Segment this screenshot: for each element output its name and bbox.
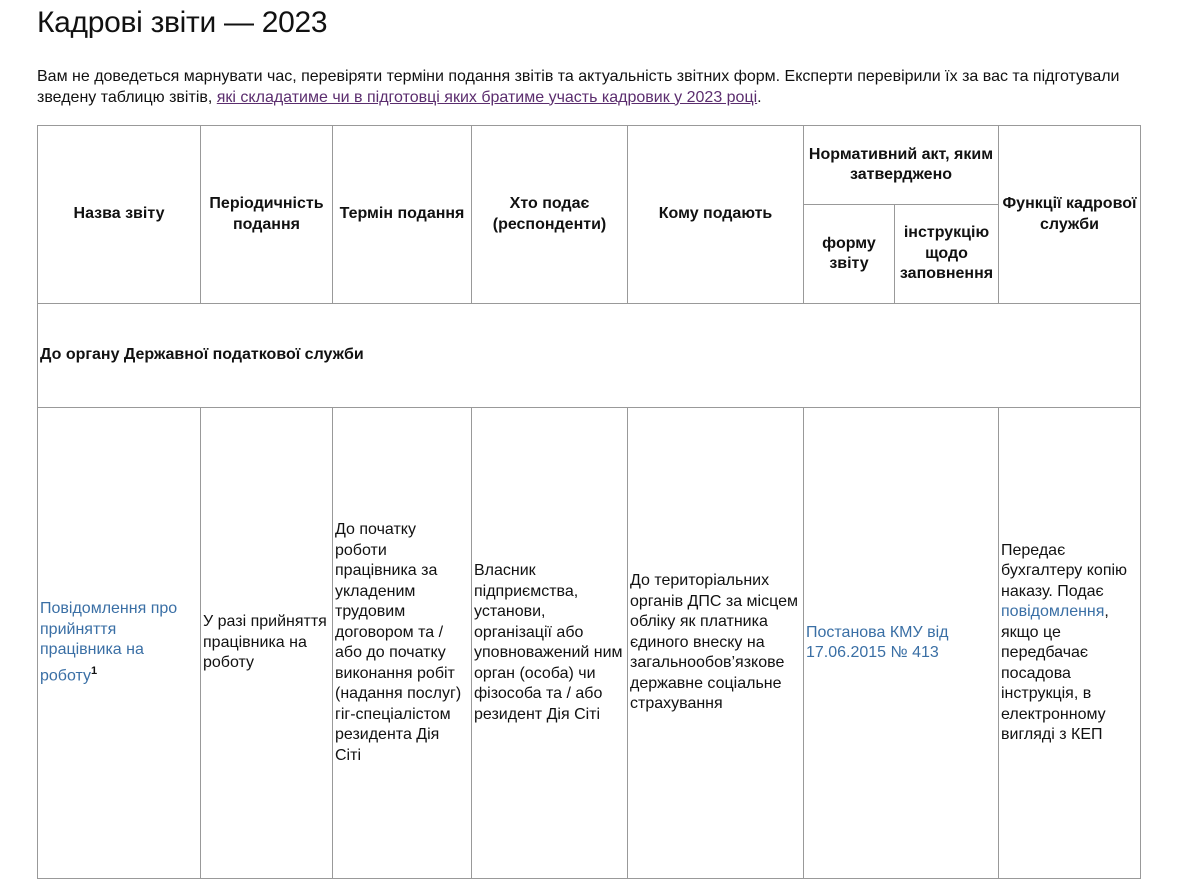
- footnote-marker[interactable]: 1: [91, 664, 98, 677]
- intro-end: .: [757, 88, 762, 106]
- page-title: Кадрові звіти — 2023: [37, 6, 328, 39]
- intro-paragraph: [37, 67, 1147, 108]
- intro-text: Вам не доведеться марнувати час, перевіряти терміни подання звітів та актуальність звітних форм. Експерти перевірили їх за вас та підготували зведену таблицю звітів,: [37, 68, 1120, 106]
- notification-link[interactable]: повідомлення: [1001, 603, 1105, 620]
- header-periodicity: Періодичність подання: [201, 126, 333, 304]
- hr-functions-text-1: Передає бухгалтеру копію наказу. Подає: [1001, 541, 1128, 600]
- normative-act-link[interactable]: Постанова КМУ від 17.06.2015 № 413: [806, 623, 949, 661]
- cell-hr-functions: [999, 408, 1141, 879]
- section-row: До органу Державної податкової служби: [38, 304, 1141, 408]
- cell-who: Власник підприємства, установи, організації або уповноважений ним орган (особа) чи фізособа та / або резидент Дія Сіті: [472, 408, 628, 879]
- cell-name: [38, 408, 201, 879]
- cell-to-whom: До територіальних органів ДПС за місцем обліку як платника єдиного внеску на загальнообов’язкове державне соціальне страхування: [628, 408, 804, 879]
- report-name-link[interactable]: Повідомлення про прийняття працівника на роботу: [40, 600, 178, 685]
- header-to-whom: Кому подають: [628, 126, 804, 304]
- header-instruction: інструкцію щодо заповнення: [895, 205, 999, 304]
- hr-functions-text-2: , якщо це передбачає посадова інструкція, в електронному вигляді з КЕП: [1001, 603, 1109, 743]
- header-name: Назва звіту: [38, 126, 201, 304]
- header-who: Хто подає (респонденти): [472, 126, 628, 304]
- table-row: [38, 408, 1141, 879]
- header-hr-functions: Функції кадрової служби: [999, 126, 1141, 304]
- header-deadline: Термін подання: [333, 126, 472, 304]
- cell-periodicity: У разі прийняття працівника на роботу: [201, 408, 333, 879]
- reports-table: [37, 125, 1141, 879]
- cell-normative-act: [804, 408, 999, 879]
- header-form: форму звіту: [804, 205, 895, 304]
- cell-deadline: До початку роботи працівника за укладеним трудовим договором та / або до початку виконання робіт (надання послуг) гіг-спеціалістом резидента Дія Сіті: [333, 408, 472, 879]
- intro-link[interactable]: які складатиме чи в підготовці яких братиме участь кадровик у 2023 році: [216, 88, 758, 106]
- header-normative-act: Нормативний акт, яким затверджено: [804, 126, 999, 205]
